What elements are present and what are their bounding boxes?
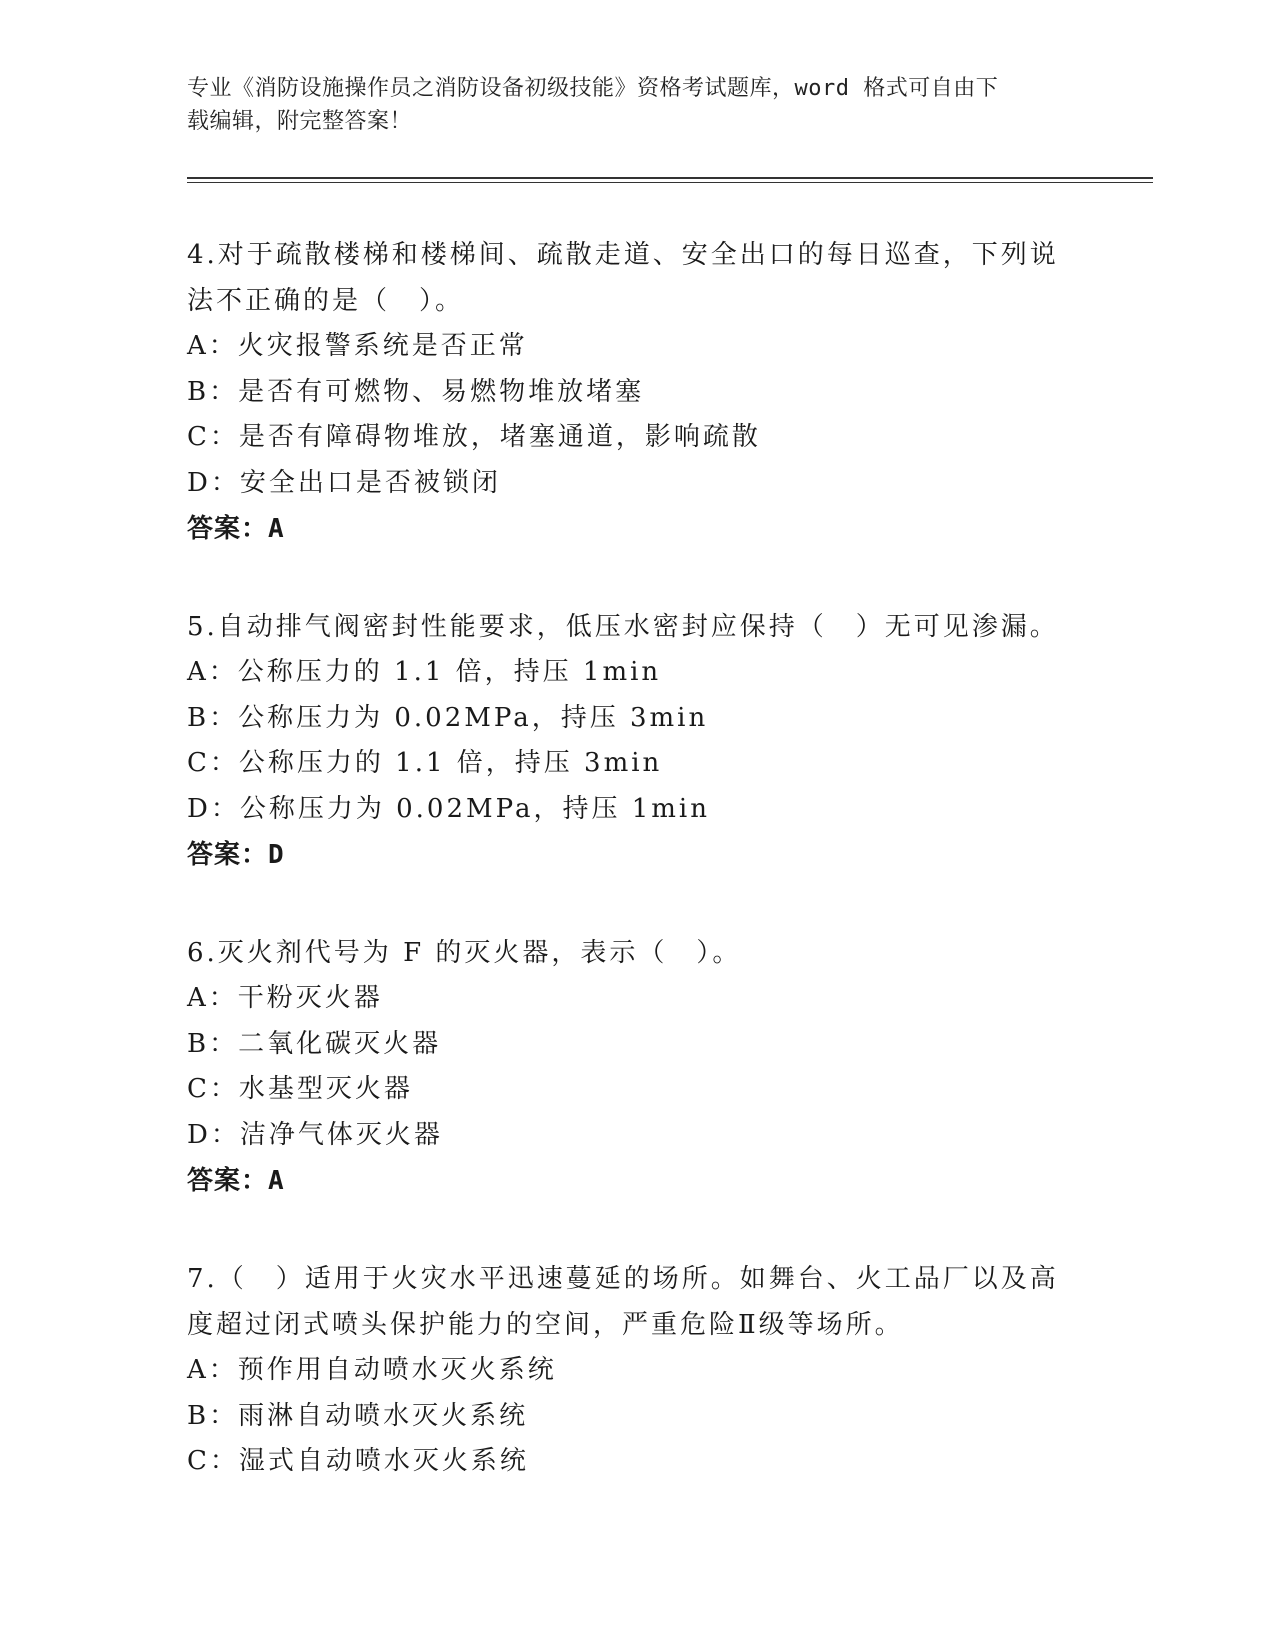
question-stem-line: 7.（ ）适用于火灾水平迅速蔓延的场所。如舞台、火工品厂以及高 [187, 1264, 1059, 1294]
option-a: A：预作用自动喷水灭火系统 [187, 1355, 557, 1385]
question-4 [187, 232, 1087, 552]
question-7 [187, 1256, 1087, 1485]
option-d: D：公称压力为 0.02MPa，持压 1min [187, 793, 710, 824]
header-rule-thick [187, 177, 1153, 179]
header-line-1: 专业《消防设施操作员之消防设备初级技能》资格考试题库，word 格式可自由下 [187, 76, 999, 101]
answer: 答案：A [187, 1166, 285, 1196]
header-rule-thin [187, 182, 1153, 183]
header-line-2: 载编辑，附完整答案！ [187, 109, 413, 134]
question-stem-line: 法不正确的是（ ）。 [187, 286, 465, 316]
option-d: D：安全出口是否被锁闭 [187, 467, 501, 498]
question-6 [187, 930, 1087, 1204]
answer: 答案：D [187, 840, 285, 870]
question-stem-line: 度超过闭式喷头保护能力的空间，严重危险Ⅱ级等场所。 [187, 1310, 904, 1340]
option-a: A：干粉灭火器 [187, 983, 383, 1013]
answer: 答案：A [187, 514, 285, 544]
option-b: B：雨淋自动喷水灭火系统 [187, 1400, 529, 1431]
option-c: C：湿式自动喷水灭火系统 [187, 1446, 529, 1476]
option-a: A：火灾报警系统是否正常 [187, 331, 528, 361]
option-d: D：洁净气体灭火器 [187, 1119, 443, 1150]
option-b: B：二氧化碳灭火器 [187, 1028, 442, 1059]
document-header [187, 72, 1067, 138]
option-c: C：是否有障碍物堆放，堵塞通道，影响疏散 [187, 422, 761, 452]
option-c: C：水基型灭火器 [187, 1074, 413, 1104]
option-c: C：公称压力的 1.1 倍，持压 3min [187, 748, 663, 778]
option-a: A：公称压力的 1.1 倍，持压 1min [187, 657, 662, 687]
option-b: B：公称压力为 0.02MPa，持压 3min [187, 702, 709, 733]
question-stem-line: 4.对于疏散楼梯和楼梯间、疏散走道、安全出口的每日巡查，下列说 [187, 240, 1059, 270]
option-b: B：是否有可燃物、易燃物堆放堵塞 [187, 376, 645, 407]
question-stem-line: 5.自动排气阀密封性能要求，低压水密封应保持（ ）无可见渗漏。 [187, 612, 1059, 642]
question-stem-line: 6.灭火剂代号为 F 的灭火器，表示（ ）。 [187, 938, 742, 968]
question-5 [187, 604, 1087, 878]
question-list [187, 232, 1087, 1537]
